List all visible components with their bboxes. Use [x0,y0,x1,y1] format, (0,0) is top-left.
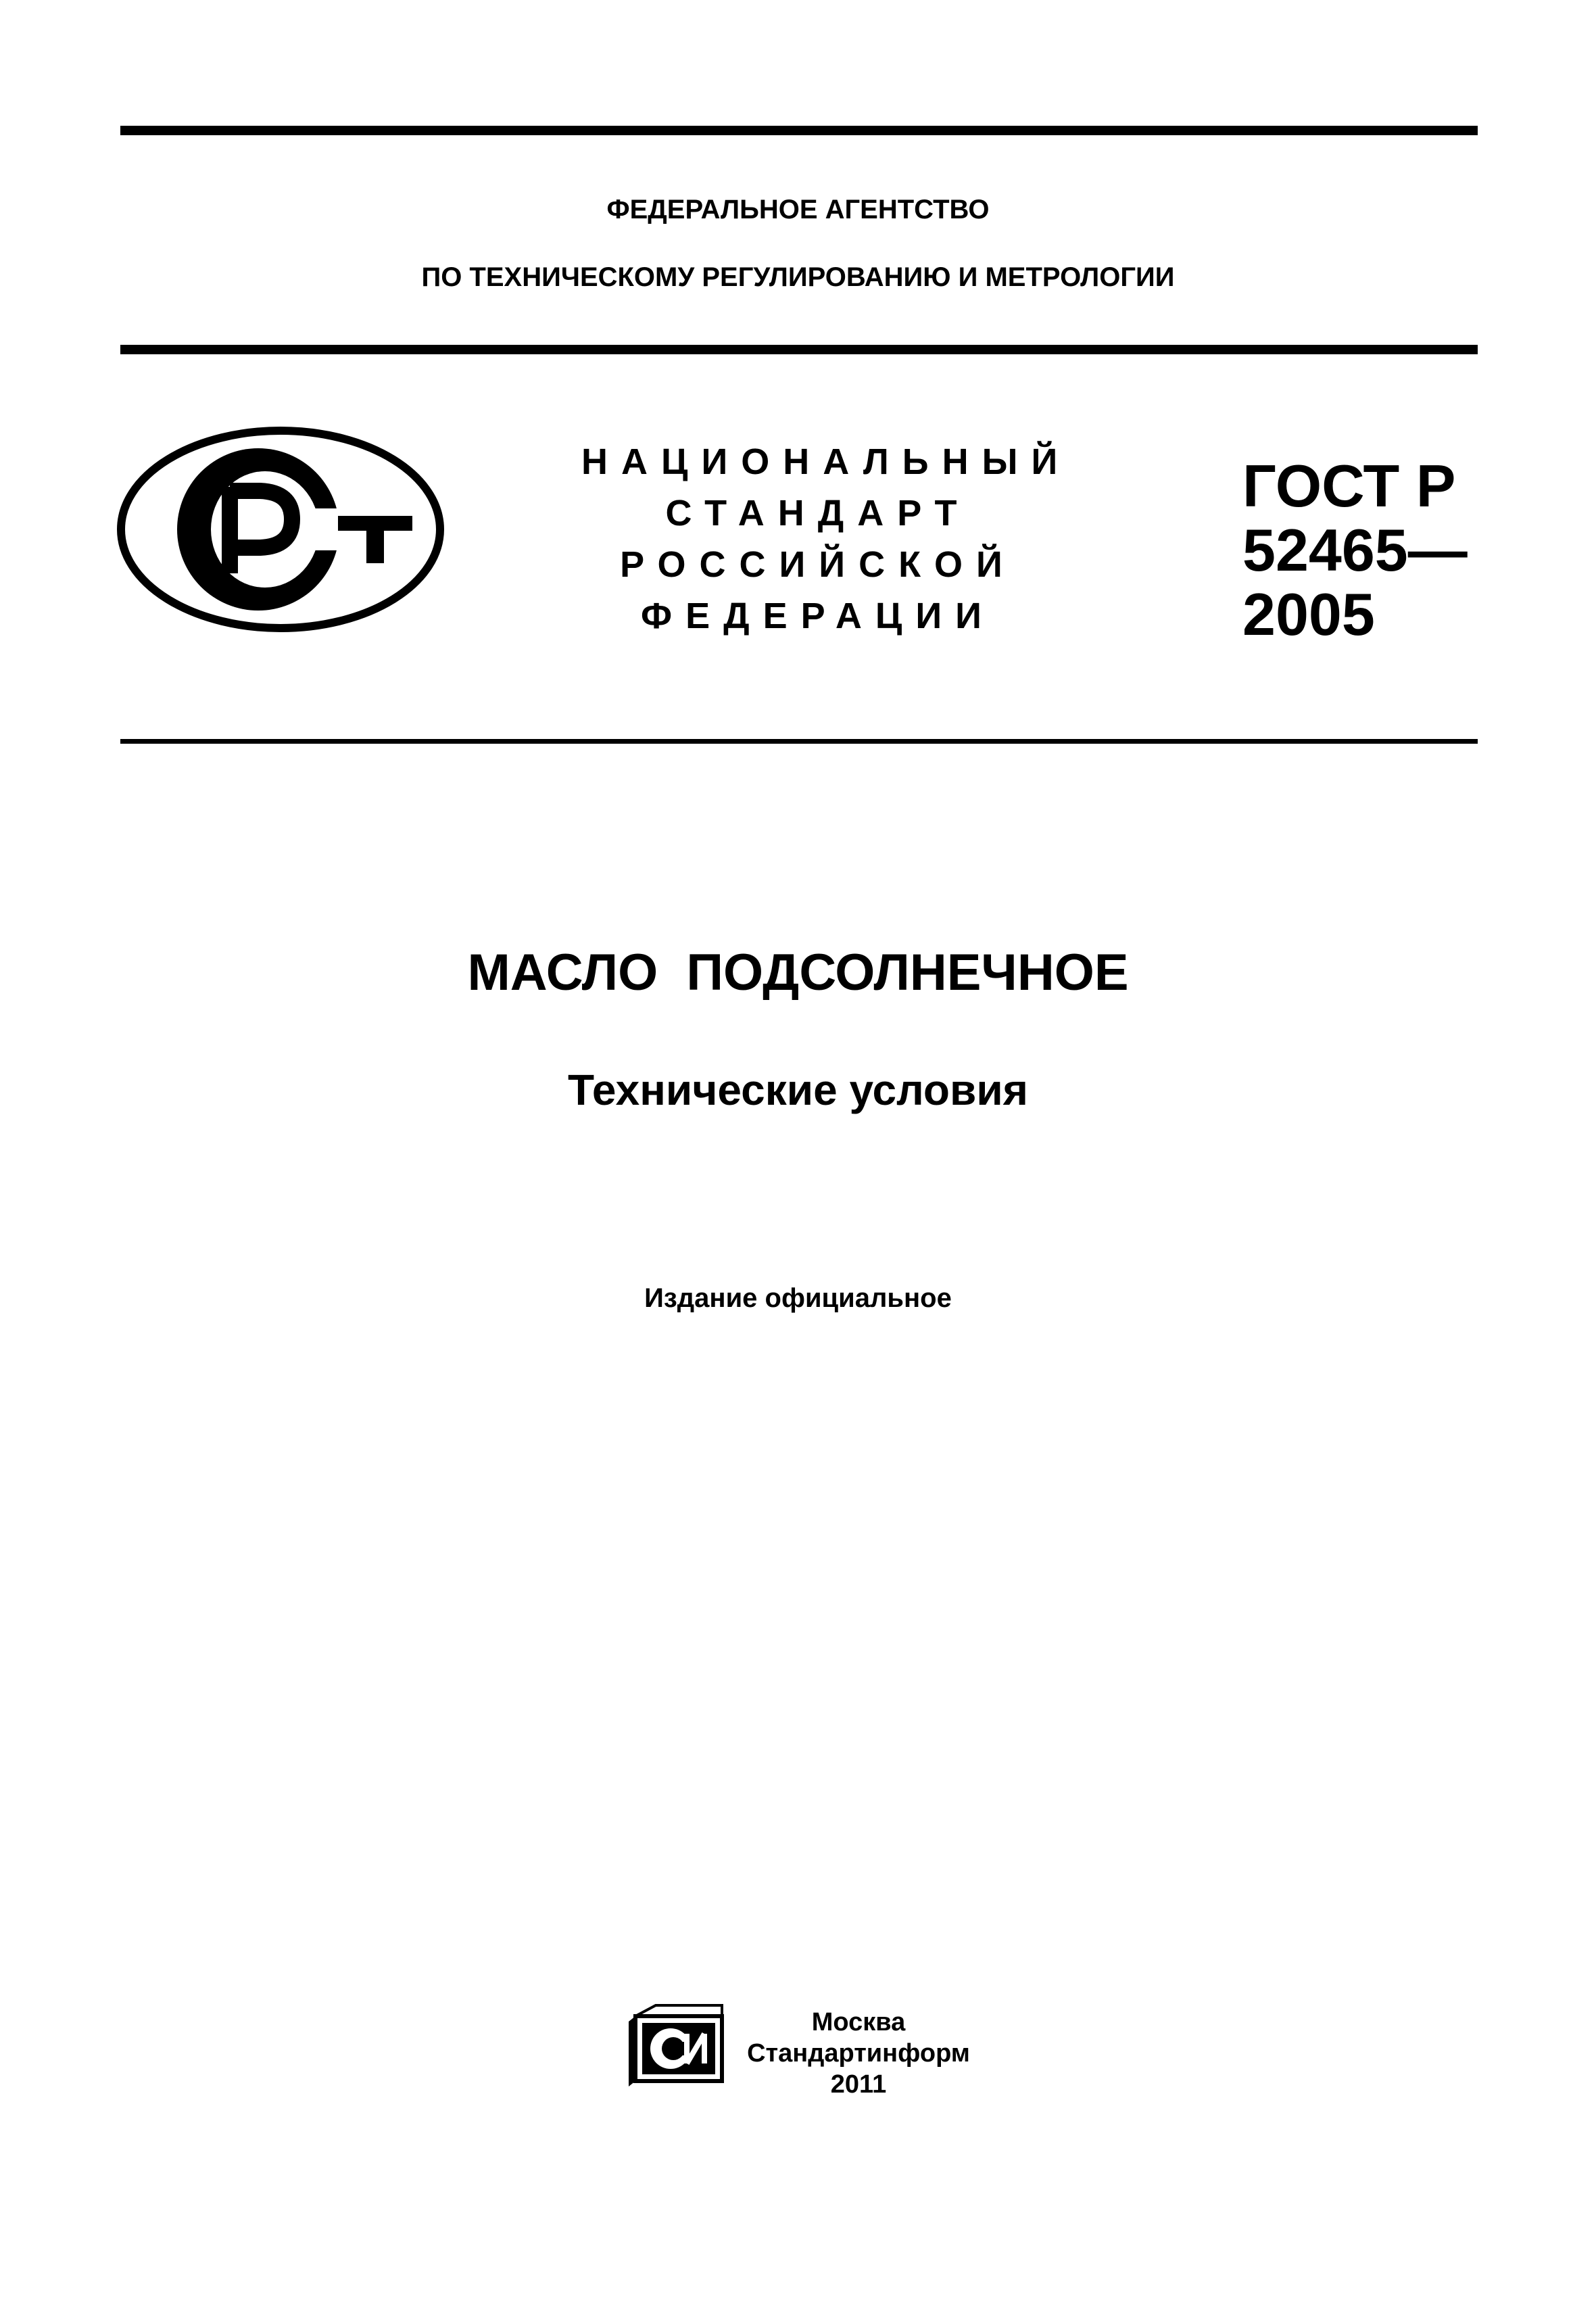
document-title: МАСЛО ПОДСОЛНЕЧНОЕ [467,944,1129,1001]
edition-label: Издание официальное [644,1283,952,1313]
separator-rule [120,739,1478,744]
standard-label-line-4: ФЕДЕРАЦИИ [641,596,995,636]
publisher-year: 2011 [830,2070,887,2099]
rst-certification-mark-icon [115,425,446,634]
standard-code-line-2: 52465— [1242,517,1468,583]
document-subtitle: Технические условия [567,1066,1029,1114]
standard-label-line-3: РОССИЙСКОЙ [620,544,1016,585]
publisher-city: Москва [811,2008,906,2036]
publisher-name: Стандартинформ [747,2039,970,2068]
standard-label-line-1: НАЦИОНАЛЬНЫЙ [581,441,1071,482]
standard-code-line-3: 2005 [1242,581,1375,648]
standartinform-logo-icon [622,2001,725,2088]
standard-code-line-1: ГОСТ Р [1242,452,1456,519]
agency-line-2: ПО ТЕХНИЧЕСКОМУ РЕГУЛИРОВАНИЮ И МЕТРОЛОГИИ [421,262,1175,292]
standard-label-line-2: СТАНДАРТ [665,493,971,533]
header-rule [120,345,1478,354]
agency-line-1: ФЕДЕРАЛЬНОЕ АГЕНТСТВО [606,195,990,224]
top-rule [120,126,1478,135]
